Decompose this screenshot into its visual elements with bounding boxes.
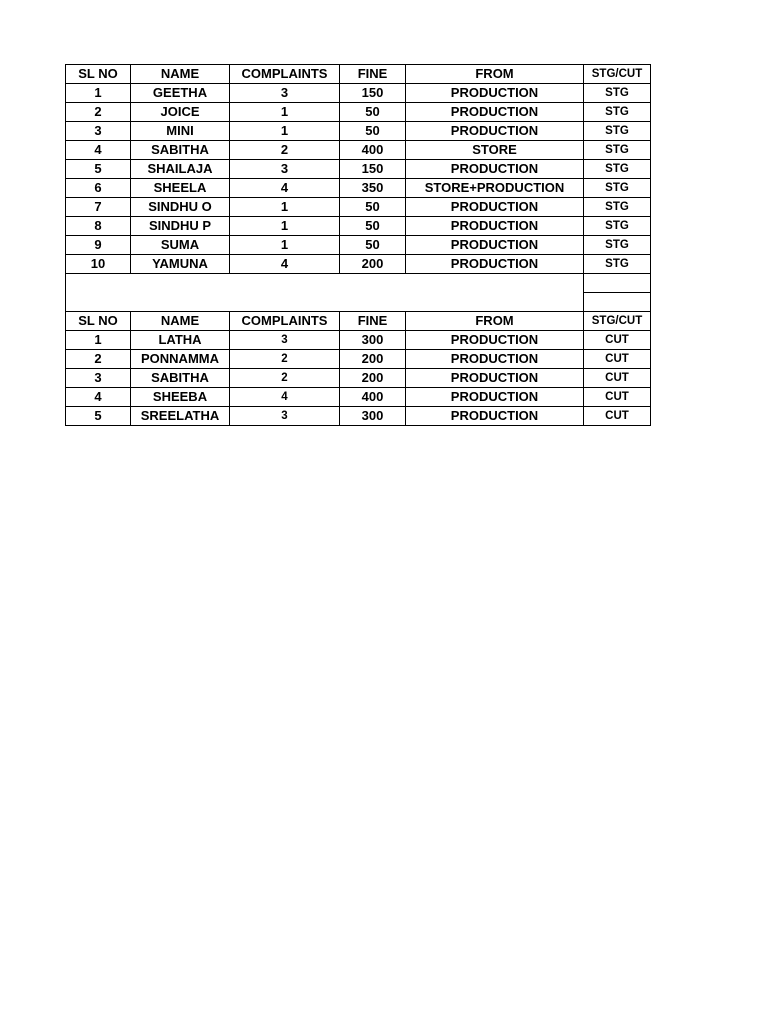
header-from: FROM	[406, 312, 584, 331]
sl-no-cell: 4	[66, 388, 131, 407]
stg-cut-cell: CUT	[584, 407, 651, 426]
stg-cut-cell: STG	[584, 198, 651, 217]
from-cell: STORE+PRODUCTION	[406, 179, 584, 198]
complaints-cell: 4	[230, 179, 340, 198]
fine-cell: 150	[340, 84, 406, 103]
table-row	[66, 255, 651, 274]
stg-cut-cell: STG	[584, 84, 651, 103]
name-cell: SHAILAJA	[131, 160, 230, 179]
complaints-cell: 1	[230, 122, 340, 141]
fine-cell: 200	[340, 255, 406, 274]
header-from: FROM	[406, 65, 584, 84]
table-row	[66, 331, 651, 350]
complaints-cell: 3	[230, 331, 340, 350]
complaints-cell: 3	[230, 407, 340, 426]
sl-no-cell: 10	[66, 255, 131, 274]
name-cell: SHEELA	[131, 179, 230, 198]
table-row	[66, 84, 651, 103]
sl-no-cell: 1	[66, 331, 131, 350]
name-cell: SABITHA	[131, 141, 230, 160]
header-sl-no: SL NO	[66, 65, 131, 84]
fine-cell: 50	[340, 198, 406, 217]
fine-cell: 400	[340, 141, 406, 160]
table-row	[66, 407, 651, 426]
header-name: NAME	[131, 65, 230, 84]
name-cell: JOICE	[131, 103, 230, 122]
table-row	[66, 369, 651, 388]
complaints-cell: 4	[230, 388, 340, 407]
from-cell: STORE	[406, 141, 584, 160]
table-row	[66, 160, 651, 179]
empty-merged-cell	[66, 274, 584, 312]
fine-cell: 300	[340, 331, 406, 350]
fine-cell: 50	[340, 236, 406, 255]
sl-no-cell: 2	[66, 350, 131, 369]
table-row	[66, 198, 651, 217]
complaints-cell: 1	[230, 236, 340, 255]
from-cell: PRODUCTION	[406, 331, 584, 350]
header-name: NAME	[131, 312, 230, 331]
sl-no-cell: 8	[66, 217, 131, 236]
name-cell: SINDHU O	[131, 198, 230, 217]
name-cell: YAMUNA	[131, 255, 230, 274]
complaints-table	[65, 64, 651, 426]
name-cell: PONNAMMA	[131, 350, 230, 369]
from-cell: PRODUCTION	[406, 407, 584, 426]
name-cell: MINI	[131, 122, 230, 141]
empty-cell	[584, 293, 651, 312]
complaints-cell: 4	[230, 255, 340, 274]
name-cell: SUMA	[131, 236, 230, 255]
stg-cut-cell: STG	[584, 141, 651, 160]
from-cell: PRODUCTION	[406, 84, 584, 103]
name-cell: GEETHA	[131, 84, 230, 103]
sl-no-cell: 5	[66, 160, 131, 179]
complaints-cell: 1	[230, 217, 340, 236]
from-cell: PRODUCTION	[406, 388, 584, 407]
header-stg-cut: STG/CUT	[584, 65, 651, 84]
from-cell: PRODUCTION	[406, 122, 584, 141]
header-fine: FINE	[340, 65, 406, 84]
complaints-cell: 3	[230, 160, 340, 179]
fine-cell: 300	[340, 407, 406, 426]
table-row	[66, 236, 651, 255]
stg-cut-cell: STG	[584, 217, 651, 236]
from-cell: PRODUCTION	[406, 160, 584, 179]
fine-cell: 150	[340, 160, 406, 179]
fine-cell: 50	[340, 103, 406, 122]
stg-cut-cell: CUT	[584, 331, 651, 350]
header-complaints: COMPLAINTS	[230, 65, 340, 84]
complaints-cell: 1	[230, 103, 340, 122]
spacer-row	[66, 274, 651, 293]
fine-cell: 400	[340, 388, 406, 407]
table-row	[66, 141, 651, 160]
complaints-cell: 2	[230, 369, 340, 388]
header-complaints: COMPLAINTS	[230, 312, 340, 331]
header-sl-no: SL NO	[66, 312, 131, 331]
sl-no-cell: 6	[66, 179, 131, 198]
name-cell: SINDHU P	[131, 217, 230, 236]
sl-no-cell: 5	[66, 407, 131, 426]
fine-cell: 200	[340, 369, 406, 388]
fine-cell: 50	[340, 122, 406, 141]
stg-cut-cell: STG	[584, 179, 651, 198]
header-fine: FINE	[340, 312, 406, 331]
name-cell: SABITHA	[131, 369, 230, 388]
stg-cut-cell: CUT	[584, 369, 651, 388]
name-cell: SREELATHA	[131, 407, 230, 426]
from-cell: PRODUCTION	[406, 198, 584, 217]
fine-cell: 50	[340, 217, 406, 236]
from-cell: PRODUCTION	[406, 369, 584, 388]
stg-cut-cell: STG	[584, 122, 651, 141]
from-cell: PRODUCTION	[406, 255, 584, 274]
table-row	[66, 122, 651, 141]
empty-cell	[584, 274, 651, 293]
sl-no-cell: 1	[66, 84, 131, 103]
complaints-cell: 2	[230, 350, 340, 369]
complaints-cell: 2	[230, 141, 340, 160]
table-row	[66, 217, 651, 236]
stg-cut-cell: CUT	[584, 350, 651, 369]
sl-no-cell: 3	[66, 369, 131, 388]
from-cell: PRODUCTION	[406, 217, 584, 236]
stg-cut-cell: STG	[584, 236, 651, 255]
table-row	[66, 350, 651, 369]
cut-header-row	[66, 312, 651, 331]
sl-no-cell: 9	[66, 236, 131, 255]
fine-cell: 350	[340, 179, 406, 198]
from-cell: PRODUCTION	[406, 236, 584, 255]
sl-no-cell: 7	[66, 198, 131, 217]
stg-cut-cell: STG	[584, 255, 651, 274]
sl-no-cell: 4	[66, 141, 131, 160]
sl-no-cell: 2	[66, 103, 131, 122]
fine-cell: 200	[340, 350, 406, 369]
sl-no-cell: 3	[66, 122, 131, 141]
table-row	[66, 179, 651, 198]
name-cell: SHEEBA	[131, 388, 230, 407]
table-row	[66, 388, 651, 407]
stg-header-row	[66, 65, 651, 84]
header-stg-cut: STG/CUT	[584, 312, 651, 331]
stg-cut-cell: STG	[584, 160, 651, 179]
table-row	[66, 103, 651, 122]
from-cell: PRODUCTION	[406, 103, 584, 122]
complaints-cell: 1	[230, 198, 340, 217]
complaints-cell: 3	[230, 84, 340, 103]
from-cell: PRODUCTION	[406, 350, 584, 369]
name-cell: LATHA	[131, 331, 230, 350]
stg-cut-cell: STG	[584, 103, 651, 122]
stg-cut-cell: CUT	[584, 388, 651, 407]
